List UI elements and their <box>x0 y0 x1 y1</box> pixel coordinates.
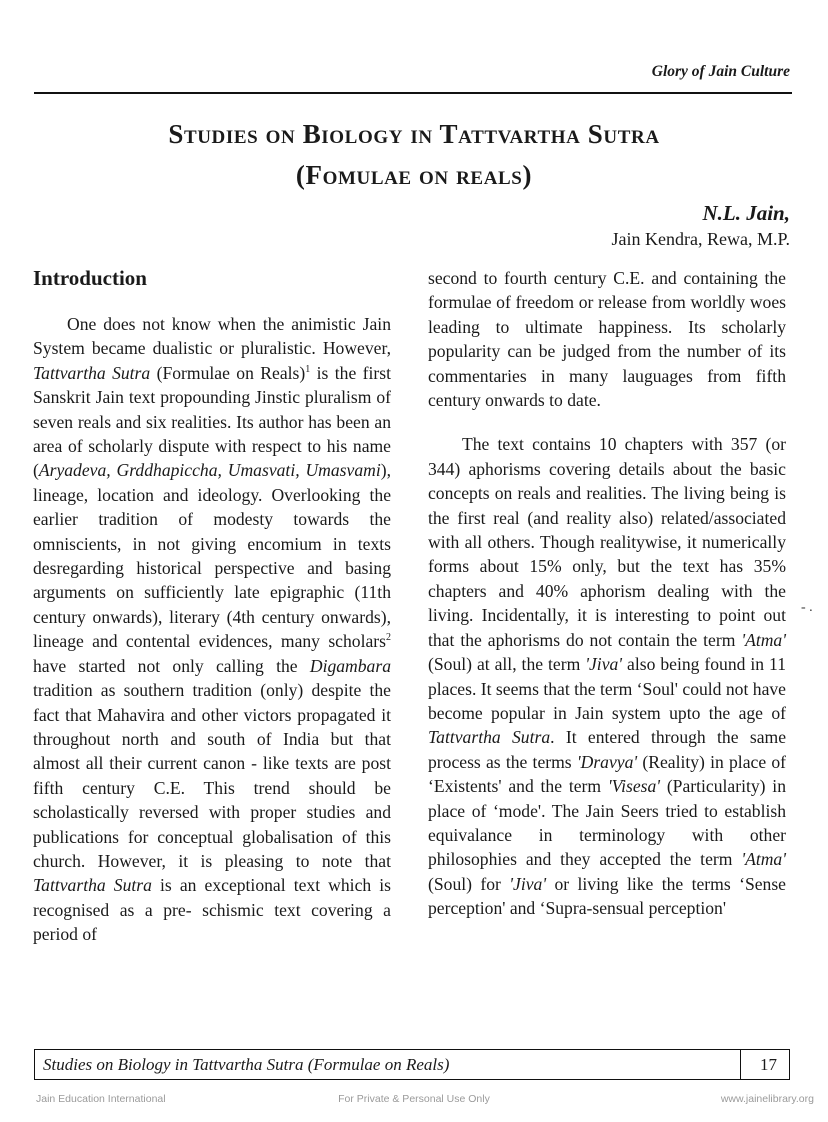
page-number: 17 <box>760 1054 777 1074</box>
margin-mark: - . <box>801 600 813 615</box>
right-column <box>428 266 786 921</box>
left-column <box>33 266 391 947</box>
title-line-2: (Fomulae on reals) <box>295 160 533 190</box>
watermark-right[interactable]: www.jainelibrary.org <box>720 1093 814 1105</box>
title-line-1: Studies on Biology in Tattvartha Sutra <box>168 119 660 149</box>
author-block <box>612 199 790 251</box>
footer-title: Studies on Biology in Tattvartha Sutra (Formulae on Reals) <box>43 1054 450 1074</box>
watermark-center: For Private & Personal Use Only <box>338 1093 490 1105</box>
watermark-left: Jain Education International <box>36 1093 166 1105</box>
body-paragraph-1-cont: second to fourth century C.E. and containing the formulae of freedom or release from worldly woes leading to ultimate happiness. Its scholarly popularity can be judged from the number of its commentaries in many lauguages from fifth century onwards to date. <box>428 268 786 411</box>
paragraph-gap <box>428 412 786 432</box>
article-title <box>0 114 828 196</box>
author-name: N.L. Jain, <box>702 201 790 225</box>
section-heading: Introduction <box>33 266 147 290</box>
running-head: Glory of Jain Culture <box>651 63 790 80</box>
author-affiliation: Jain Kendra, Rewa, M.P. <box>611 229 790 249</box>
footer-box <box>34 1049 790 1080</box>
header-rule <box>34 92 792 94</box>
footer-divider <box>740 1050 741 1079</box>
body-paragraph-1: One does not know when the animistic Jain System became dualistic or pluralistic. However, Tattvartha Sutra (Formulae on Reals)$^1$ is the first Sanskrit Jain text propounding Jinstic pluralism of seven reals and six realities. Its author has been an area of scholarly dispute with respect to his name (Aryadeva, Grddhapiccha, Umasvati, Umasvami), lineage, location and ideology. Overlooking the earlier tradition of modesty towards the omniscients, in not giving encomium in texts desregarding historical perspective and basing arguments on sufficiently late epigraphic (11th century onwards), literary (4th century onwards), lineage and contental evidences, many scholars$^2$ have started not only calling the Digambara tradition as southern tradition (only) despite the fact that Mahavira and other victors propagated it throughout north and south of India but that almost all their current canon - like texts are post fifth century C.E. This trend should be scholastically reversed with proper studies and publications for conceptual globalisation of this church. However, it is pleasing to note that Tattvartha Sutra is an exceptional text which is recognised as a pre- schismic text covering a period of <box>33 314 392 945</box>
body-paragraph-2: The text contains 10 chapters with 357 (or 344) aphorisms covering details about the basic concepts on reals and realities. The living being is the first real (and reality also) related/associated with all others. Though realitywise, it numerically forms about 15% only, but the text has 35% chapters and 40% aphorism dealing with the living. Incidentally, it is interesting to point out that the aphorisms do not contain the term 'Atma' (Soul) at all, the term 'Jiva' also being found in 11 places. It seems that the term ‘Soul' could not have become popular in Jain system upto the age of Tattvartha Sutra. It entered through the same process as the terms 'Dravya' (Reality) in place of ‘Existents' and the term 'Visesa' (Particularity) in place of ‘mode'. The Jain Seers tried to establish equivalance in terminology with other philosophies and they accepted the term 'Atma' (Soul) for 'Jiva' or living like the terms ‘Sense perception' and ‘Supra-sensual perception' <box>428 434 787 919</box>
